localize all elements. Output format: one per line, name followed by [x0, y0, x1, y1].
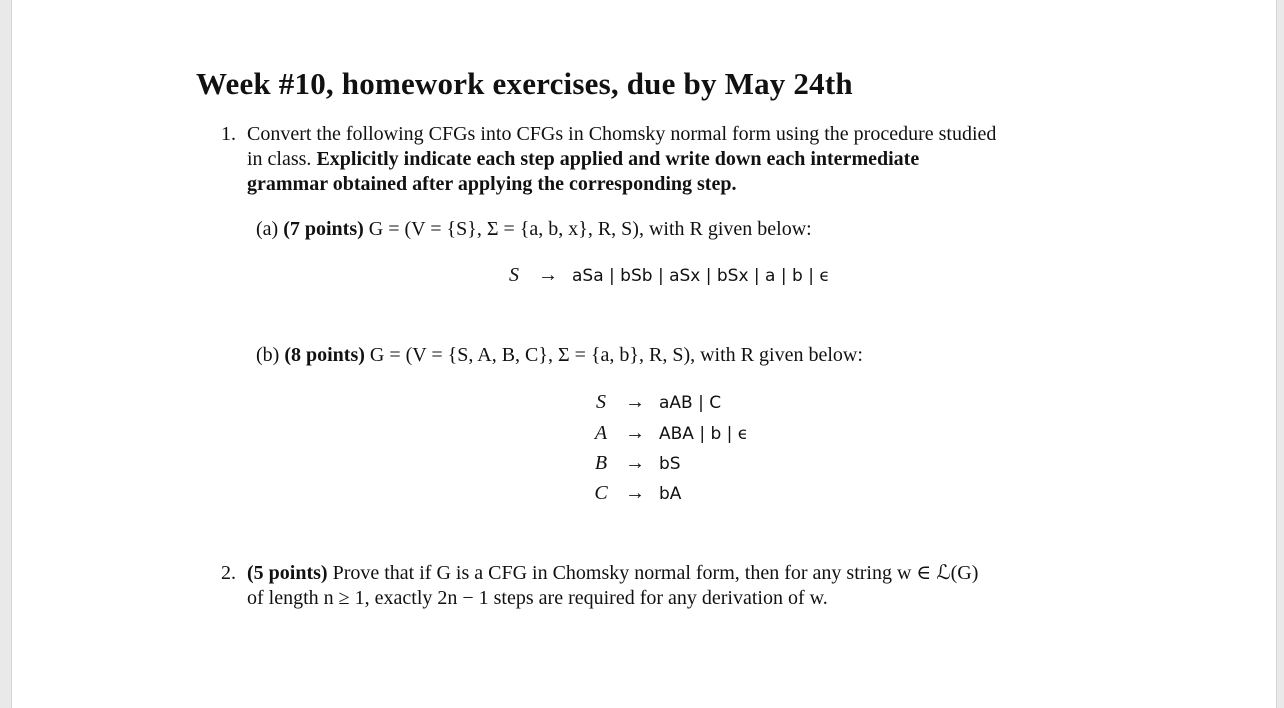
- q1a-points: (7 points): [283, 218, 364, 240]
- q2-points: (5 points): [247, 562, 328, 584]
- q2-number: 2.: [221, 562, 236, 584]
- q1b-rule-rhs: aAB | C: [659, 393, 722, 413]
- q1b-rule-arrow: →: [625, 391, 645, 413]
- q1b-rule-arrow: →: [625, 452, 645, 474]
- q1b-rule-lhs: B: [594, 452, 608, 474]
- q1-line2-normal: in class.: [247, 148, 312, 170]
- q1a-line: [256, 217, 812, 242]
- q1b-rule-arrow: →: [625, 422, 645, 444]
- q1b-line: [256, 343, 863, 368]
- q1b-rule: [591, 482, 681, 505]
- q1a-rule-rhs: aSa | bSb | aSx | bSx | a | b | ϵ: [572, 266, 830, 286]
- document-page: [11, 0, 1277, 708]
- q1b-definition: G = (V = {S, A, B, C}, Σ = {a, b}, R, S), with R given below:: [369, 344, 863, 366]
- q1b-rule-lhs: S: [596, 391, 606, 413]
- q1a-rule: [504, 264, 830, 287]
- q1b-label: (b): [256, 344, 280, 366]
- q1a-definition: G = (V = {S}, Σ = {a, b, x}, R, S), with R given below:: [368, 218, 812, 240]
- q2-line1: Prove that if G is a CFG in Chomsky normal form, then for any string w ∈ ℒ(G): [332, 562, 979, 584]
- q1-line1: Convert the following CFGs into CFGs in Chomsky normal form using the procedure studied: [247, 123, 997, 145]
- q1a-rule-arrow: →: [538, 264, 558, 286]
- q1b-rule: [591, 422, 748, 445]
- q1-line2-bold: Explicitly indicate each step applied and write down each intermediate: [316, 148, 920, 170]
- q1b-rule: [591, 391, 721, 414]
- q1b-rule-arrow: →: [625, 482, 645, 504]
- q1b-rule-lhs: A: [594, 422, 608, 444]
- q1b-rule-lhs: C: [594, 482, 608, 504]
- q1b-points: (8 points): [284, 344, 365, 366]
- q1b-rule-rhs: bA: [659, 484, 682, 504]
- page-title: Week #10, homework exercises, due by May 24th: [196, 66, 853, 101]
- q1-number: 1.: [221, 123, 236, 145]
- document-content: [12, 0, 1276, 708]
- q1a-rule-lhs: S: [509, 264, 519, 286]
- q1b-rule-rhs: bS: [659, 454, 681, 474]
- q1b-rule-rhs: ABA | b | ϵ: [659, 424, 749, 444]
- q2-line2: of length n ≥ 1, exactly 2n − 1 steps are required for any derivation of w.: [247, 587, 828, 609]
- q1b-rule: [591, 452, 681, 475]
- q1-line2: [247, 147, 919, 172]
- q1a-label: (a): [256, 218, 279, 240]
- q2-line1-wrap: [247, 561, 978, 586]
- q1-line3: grammar obtained after applying the corresponding step.: [247, 173, 737, 195]
